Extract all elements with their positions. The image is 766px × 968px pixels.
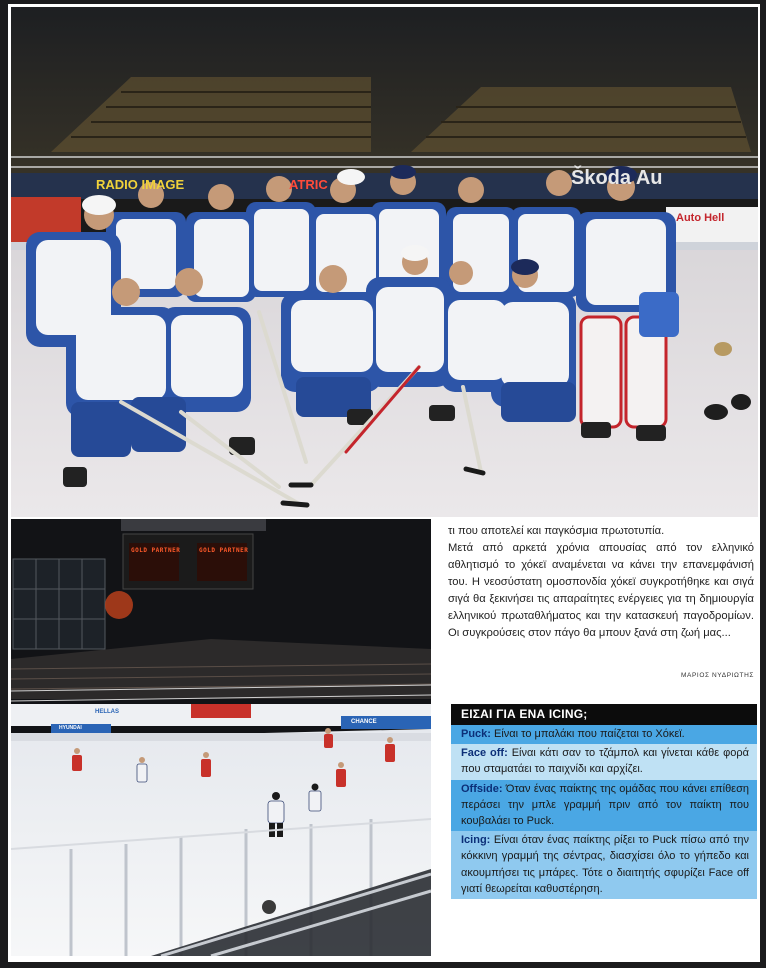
glossary-definition: Όταν ένας παίκτης της ομάδας που κάνει επίθεση περάσει την μπλε γραμμή πριν από τον παίκτη που κουβαλάει το Puck.: [461, 782, 749, 828]
glossary-definition: Είναι το μπαλάκι που παίζεται το Χόκεϊ.: [490, 728, 685, 740]
magazine-page: [8, 4, 760, 962]
ad-board-hellas: HELLAS: [95, 709, 119, 715]
glossary-term: Puck:: [461, 728, 491, 740]
glossary-box: [451, 704, 757, 899]
glossary-definition: Είναι κάτι σαν το τζάμπολ και γίνεται κάθε φορά που σταματάει το παιχνίδι και αρχίζει.: [461, 747, 749, 776]
banner-radio-image: RADIO IMAGE: [96, 177, 185, 192]
scoreboard-left-label: GOLD PARTNER: [131, 547, 181, 554]
glossary-item-icing: [451, 831, 757, 899]
author-byline: ΜΑΡΙΟΣ ΝΥΔΡΙΩΤΗΣ: [681, 672, 754, 679]
glossary-term: Offside:: [461, 782, 503, 795]
article-paragraph-1: τι που αποτελεί και παγκόσμια πρωτοτυπία.: [448, 525, 665, 537]
rink-photo-illustration: [11, 519, 431, 956]
glossary-item-face-off: [451, 744, 757, 779]
scoreboard-right-label: GOLD PARTNER: [199, 547, 249, 554]
glossary-definition: Είναι όταν ένας παίκτης ρίξει το Puck πίσω από την κόκκινη γραμμή της σέντρας, διασχίσει όλο το γήπεδο και ακουμπήσει τις μπάρες. Τότε ο διαιτητής σφυρίζει Face off γιατί θεωρείται καθυστέρηση.: [461, 834, 749, 895]
team-photo: [11, 7, 758, 517]
banner-atric: ATRIC: [289, 177, 328, 192]
article-text: [448, 523, 754, 642]
glossary-title: ΕΙΣΑΙ ΓΙΑ ΕΝΑ ICING;: [451, 704, 757, 725]
glossary-term: Face off:: [461, 747, 508, 760]
banner-skoda: Škoda Au: [571, 167, 663, 189]
rink-photo: [11, 519, 431, 956]
banner-auto-hellas: Auto Hell: [676, 212, 725, 224]
ad-board-chance: CHANCE: [351, 719, 377, 725]
glossary-item-offside: [451, 780, 757, 832]
team-photo-illustration: [11, 7, 758, 517]
glossary-item-puck: [451, 725, 757, 744]
ad-board-hyundai: HYUNDAI: [59, 725, 82, 731]
glossary-term: Icing:: [461, 834, 491, 847]
article-paragraph-2: Μετά από αρκετά χρόνια απουσίας από τον ελληνικό αθλητισμό το χόκεϊ αναμένεται να κάνει την επανεμφάνισή του. Η νεοσύστατη ομοσπονδία χόκεϊ συγκροτήθηκε και σιγά σιγά θα ξεκινήσει τις απαραίτητες ενέργειες για τη δημιουργία ελληνικού πρωταθλήματος και την κατασκευή παγοδρομίων. Οι συγκρούσεις στον πάγο θα μπουν ξανά στη ζωή μας...: [448, 542, 754, 639]
